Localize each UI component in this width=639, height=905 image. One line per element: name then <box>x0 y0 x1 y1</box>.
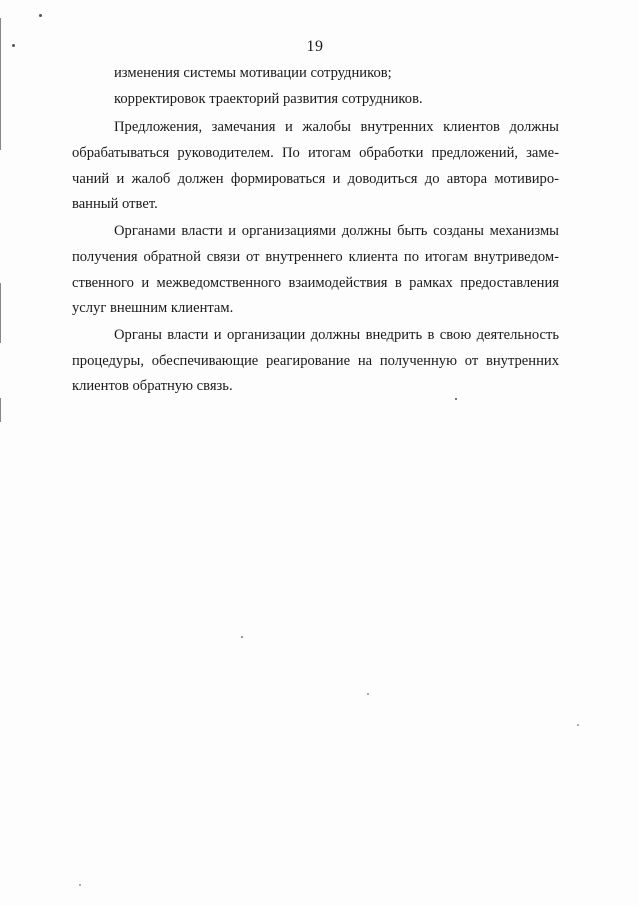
scan-speck <box>241 636 243 638</box>
text-line: получения обратной связи от внутреннего клиента по итогам внутриведом- <box>72 249 559 265</box>
scan-speck <box>577 724 579 726</box>
text-line: ванный ответ. <box>72 196 158 212</box>
text-line: обрабатываться руководителем. По итогам обработки предложений, заме- <box>72 145 559 161</box>
text-line: Органами власти и организациями должны быть созданы механизмы <box>114 223 559 239</box>
page-number: 19 <box>306 38 324 55</box>
text-line: услуг внешним клиентам. <box>72 300 234 316</box>
scan-speck <box>39 14 42 17</box>
scan-speck <box>455 398 457 400</box>
text-line: чаний и жалоб должен формироваться и доводиться до автора мотивиро- <box>72 171 559 187</box>
scan-speck <box>79 884 81 886</box>
scan-edge-mark <box>0 398 1 422</box>
text-line: корректировок траекторий развития сотрудников. <box>114 91 423 107</box>
text-line: Органы власти и организации должны внедрить в свою деятельность <box>114 327 559 343</box>
text-line: клиентов обратную связь. <box>72 378 233 394</box>
text-line: изменения системы мотивации сотрудников; <box>114 65 392 81</box>
text-line: Предложения, замечания и жалобы внутренних клиентов должны <box>114 119 559 135</box>
scan-edge-mark <box>0 283 1 343</box>
text-line: ственного и межведомственного взаимодействия в рамках предоставления <box>72 275 559 291</box>
text-line: процедуры, обеспечивающие реагирование на полученную от внутренних <box>72 353 559 369</box>
scan-speck <box>367 693 369 695</box>
